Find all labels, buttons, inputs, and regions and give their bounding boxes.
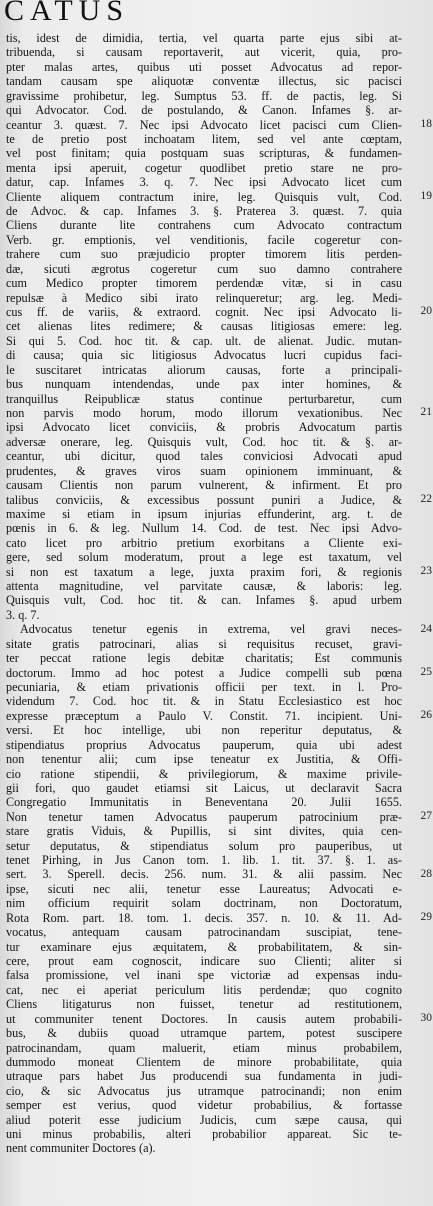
text-line: cum Medico propter timorem perdendæ vitæ, si in casu	[6, 276, 402, 291]
text-line: ut communiter tenent Doctores. In causis autem probabili-	[6, 1011, 402, 1026]
text-line: di causa; quia sic litigiosus Advocatus lucri cupidus faci-	[6, 348, 402, 363]
text-line: semper est verius, quod videtur probabilius, & fortasse	[6, 1098, 402, 1113]
text-line: Cliente aliquem contractum inire, leg. Quisquis vult, Cod.	[6, 189, 402, 204]
margin-paragraph-number: 26	[420, 709, 432, 722]
text-line: stipendiatus proprius Advocatus pauperum, quia ubi adest	[6, 737, 402, 752]
text-line: gravissime prohibetur, leg. Sumptus 53. ff. de pactis, leg. Si	[6, 88, 402, 103]
text-line: cat, nec ei aperiat periculum litis perdendæ; quo cognito	[6, 982, 402, 997]
text-line: maxime si etiam in ipsum injurias effunderint, arg. t. de	[6, 506, 402, 521]
text-line: si non est taxatum a lege, juxta praxim fori, & regionis	[6, 564, 402, 579]
text-line: prudentes, & graves viros suam opinionem imminuant, &	[6, 463, 402, 478]
text-line: cio ratione stipendii, & privilegiorum, & maxime privile-	[6, 766, 402, 781]
text-line: Rota Rom. part. 18. tom. 1. decis. 357. n. 10. & 11. Ad-	[6, 910, 402, 925]
text-line: non parvis modo horum, modo illorum vexationibus. Nec	[6, 405, 402, 420]
text-line: adversæ onerare, leg. Quisquis vult, Cod. hoc tit. & §. ar-	[6, 434, 402, 449]
text-line: te de pretio post inchoatam litem, sed vel ante cœptam,	[6, 131, 402, 146]
text-line: tribuenda, si causam reportaverit, aut vicerit, quia, pro-	[6, 45, 402, 60]
text-line: ceantur, ubi dicitur, quod tales conviciosi Advocati apud	[6, 449, 402, 464]
text-line: vocatus, antequam causam patrocinandam suscipiat, tene-	[6, 925, 402, 940]
text-line: utraque pars habet Jus producendi sua fundamenta in judi-	[6, 1069, 402, 1084]
text-line: cet alienas lites redimere; & causas litigiosas emere: leg.	[6, 319, 402, 334]
running-header: CATUS	[4, 0, 130, 27]
text-line: sert. 3. Sperell. decis. 256. num. 31. & alii passim. Nec	[6, 867, 402, 882]
text-line: cere, prout eam cognoscit, indicare suo Clienti; aliter si	[6, 954, 402, 968]
text-line: stare gratis Viduis, & Pupillis, si sint divites, quia cen-	[6, 824, 402, 839]
text-line: tandam causam spe aliquotæ conventæ illectus, sic pacisci	[6, 74, 402, 89]
margin-paragraph-number: 28	[420, 867, 432, 880]
text-line: cio, & sic Advocatus jus utramque patrocinandi; non enim	[6, 1083, 402, 1098]
text-line: ipse, sicuti nec alii, tenetur esse Laureatus; Advocati e-	[6, 881, 402, 896]
text-line: tur examinare ejus æquitatem, & probabilitatem, & sin-	[6, 939, 402, 954]
margin-paragraph-number: 25	[420, 665, 432, 678]
text-line: Quisquis vult, Cod. hoc tit. & can. Infames §. apud urbem	[6, 593, 402, 608]
margin-paragraph-number: 29	[420, 911, 432, 924]
text-line: non tenentur alii; cum ipse teneatur ex Justitia, & Offi-	[6, 752, 402, 767]
text-line: pecuniaria, & etiam privationis officii per text. in l. Pro-	[6, 679, 402, 694]
text-line: Cliens durante lite contrahens cum Advocato contractum	[6, 218, 402, 233]
text-line: uni minus probabilis, alteri probabilior appareat. Sic te-	[6, 1127, 402, 1142]
text-line: nim officium requirit solam doctrinam, non Doctoratum,	[6, 896, 402, 911]
text-line: expresse præceptum a Paulo V. Constit. 71. incipient. Uni-	[6, 708, 402, 723]
text-line: de Advoc. & cap. Infames 3. §. Praterea 3. quæst. 7. quia	[6, 204, 402, 219]
text-line: tenet Pirhing, in Jus Canon tom. 1. lib. 1. tit. 37. §. 1. as-	[6, 853, 402, 868]
text-line: dæ, sicuti ægrotus cogeretur cum suo damno contrahere	[6, 261, 402, 276]
text-line: patrocinandam, quam maluerit, etiam minus probabilem,	[6, 1040, 402, 1055]
text-line: trahere cum suo præjudicio propter timorem litis perden-	[6, 247, 402, 262]
margin-paragraph-number: 27	[420, 810, 432, 823]
margin-paragraph-number: 19	[420, 189, 432, 202]
text-line: falsa promissione, vel inani spe victoriæ ad expensas indu-	[6, 968, 402, 983]
text-line: causam Clientis non parum vulnerent, & infirment. Et pro	[6, 478, 402, 493]
body-text	[6, 31, 402, 1156]
text-line: gere, sed solum moderatum, prout a lege est taxatum, vel	[6, 550, 402, 565]
text-line: bus nunquam intendendas, unde pax inter homines, &	[6, 377, 402, 392]
text-line: nent communiter Doctores (a).	[6, 1141, 156, 1156]
text-line: Si qui 5. Cod. hoc tit. & cap. ult. de alienat. Judic. mutan-	[6, 333, 402, 348]
text-line: ceantur 3. quæst. 7. Nec ipsi Advocato licet pacisci cum Clien-	[6, 117, 402, 132]
text-line: gii fori, quo gaudet etiamsi sit Laicus, ut declaravit Sacra	[6, 780, 402, 795]
text-line: menta ipsi aperuit, cogetur quodlibet pretio stare ne pro-	[6, 160, 402, 175]
margin-paragraph-number: 24	[420, 622, 432, 635]
text-line: bus, & dubiis quoad utramque partem, potest suscipere	[6, 1026, 402, 1041]
text-line: Congregatio Immunitatis in Beneventana 20. Julii 1655.	[6, 795, 402, 810]
text-line: vel post finitam; quia postquam suas scripturas, & fundamen-	[6, 146, 402, 161]
text-line: ter peccat ratione legis debitæ charitatis; Est communis	[6, 651, 402, 666]
text-line: sitate gratis patrocinari, alias si requisitus recuset, gravi-	[6, 636, 402, 651]
text-line: pœnis in 6. & leg. Nullum 14. Cod. de test. Nec ipsi Advo-	[6, 521, 402, 536]
text-line: setur deputatus, & stipendiatus solum pro pauperibus, ut	[6, 838, 402, 853]
text-line: datur, cap. Infames 3. q. 7. Nec ipsi Advocato licet cum	[6, 175, 402, 190]
margin-paragraph-number: 18	[420, 117, 432, 130]
text-line: qui Advocator. Cod. de postulando, & Canon. Infames §. ar-	[6, 103, 402, 118]
text-line: Cliens litigaturus non fuisset, tenetur ad restitutionem,	[6, 997, 402, 1012]
text-line: talibus conviciis, & excessibus possunt puniri a Judice, &	[6, 492, 402, 507]
text-line: pter malas artes, quibus uti posset Advocatus ad repor-	[6, 59, 402, 74]
text-line: tis, idest de dimidia, tertia, vel quarta parte ejus sibi at-	[6, 31, 402, 45]
text-line: cato licet pro arbitrio pretium exorbitans a Cliente exi-	[6, 535, 402, 550]
text-line: versi. Et hoc intellige, ubi non reperitur deputatus, &	[6, 723, 402, 738]
margin-paragraph-number: 22	[420, 492, 432, 505]
margin-paragraph-number: 21	[420, 406, 432, 419]
text-line: 3. q. 7.	[6, 607, 40, 622]
text-line: aliud poterit esse judicium Judicis, cum sæpe causa, qui	[6, 1112, 402, 1127]
text-line: tranquillus Reipublicæ status continue perturbaretur, cum	[6, 391, 402, 406]
margin-paragraph-number: 23	[420, 564, 432, 577]
text-line: Non tenetur tamen Advocatus pauperum patrocinium præ-	[6, 809, 402, 824]
text-line: dummodo moneat Clientem de minore probabilitate, quia	[6, 1054, 402, 1069]
text-line: videndum 7. Cod. hoc tit. & in Statu Ecclesiastico est hoc	[6, 694, 402, 709]
text-line: repulsæ à Medico sibi irato relinqueretur; arg. leg. Medi-	[6, 290, 402, 305]
text-line: cus ff. de variis, & extraord. cognit. Nec ipsi Advocato li-	[6, 305, 402, 320]
margin-paragraph-number: 30	[420, 1012, 432, 1025]
text-line: Verb. gr. emptionis, vel venditionis, facile cogeretur con-	[6, 232, 402, 247]
margin-paragraph-number: 20	[420, 305, 432, 318]
text-line: Advocatus tenetur egenis in extrema, vel gravi neces-	[20, 622, 402, 637]
text-line: ipsi Advocato licet conviciis, & probris Advocatum partis	[6, 420, 402, 435]
text-line: doctorum. Immo ad hoc potest a Judice compelli sub pœna	[6, 665, 402, 680]
text-line: attenta magnitudine, vel parvitate causæ, & laboris: leg.	[6, 579, 402, 594]
text-line: le suscitaret intricatas aliorum causas, forte a principali-	[6, 362, 402, 377]
